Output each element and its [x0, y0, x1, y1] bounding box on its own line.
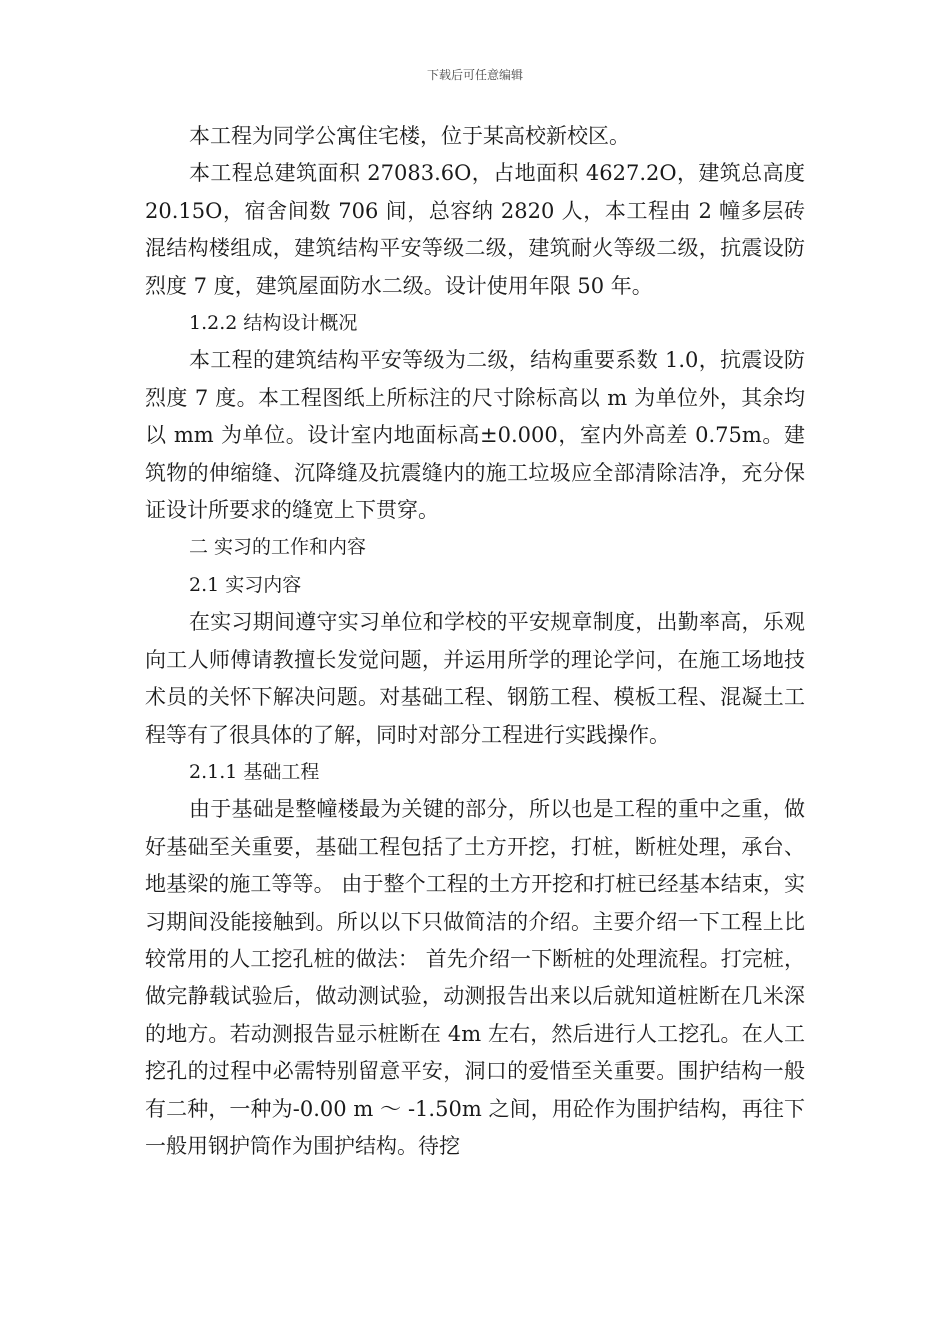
document-body: [145, 118, 805, 1165]
heading-structure-design: 1.2.2 结构设计概况: [189, 312, 358, 335]
heading-internship-content: 2.1 实习内容: [189, 573, 302, 596]
paragraph-building-overview: 本工程总建筑面积 27083.6O，占地面积 4627.2O，建筑总高度 20.15O，宿舍间数 706 间，总容纳 2820 人，本工程由 2 幢多层砖混结构楼组成，建筑结构平安等级二级，建筑耐火等级二级，抗震设防烈度 7 度，建筑屋面防水二级。设计使用年限 50 年。: [145, 161, 805, 298]
paragraph-foundation-work: 由于基础是整幢楼最为关键的部分，所以也是工程的重中之重，做好基础至关重要，基础工程包括了土方开挖，打桩，断桩处理，承台、地基梁的施工等等。 由于整个工程的土方开挖和打桩已经基本结束，实习期间没能接触到。所以以下只做简洁的介绍。主要介绍一下工程上比较常用的人工挖孔桩的做法： 首先介绍一下断桩的处理流程。打完桩，做完静载试验后，做动测试验，动测报告出来以后就知道桩断在几米深的地方。若动测报告显示桩断在 4m 左右，然后进行人工挖孔。在人工挖孔的过程中必需特别留意平安，洞口的爱惜至关重要。围护结构一般有二种，一种为-0.00 m ～ -1.50m 之间，用砼作为围护结构，再往下一般用钢护筒作为围护结构。待挖: [145, 797, 805, 1158]
paragraph-structure-design: 本工程的建筑结构平安等级为二级，结构重要系数 1.0，抗震设防烈度 7 度。本工程图纸上所标注的尺寸除标高以 m 为单位外，其余均以 mm 为单位。设计室内地面标高±0.000，室内外高差 0.75m。建筑物的伸缩缝、沉降缝及抗震缝内的施工垃圾应全部清除洁净，充分保证设计所要求的缝宽上下贯穿。: [145, 348, 805, 523]
heading-foundation-work: 2.1.1 基础工程: [189, 760, 320, 783]
heading-internship-work: 二 实习的工作和内容: [189, 536, 367, 559]
paragraph-intro: 本工程为同学公寓住宅楼，位于某高校新校区。: [189, 124, 630, 148]
page-header: 下载后可任意编辑: [426, 68, 523, 82]
paragraph-internship-content: 在实习期间遵守实习单位和学校的平安规章制度，出勤率高，乐观向工人师傅请教擅长发觉问题，并运用所学的理论学问，在施工场地技术员的关怀下解决问题。对基础工程、钢筋工程、模板工程、混凝土工程等有了很具体的了解，同时对部分工程进行实践操作。: [145, 610, 805, 747]
